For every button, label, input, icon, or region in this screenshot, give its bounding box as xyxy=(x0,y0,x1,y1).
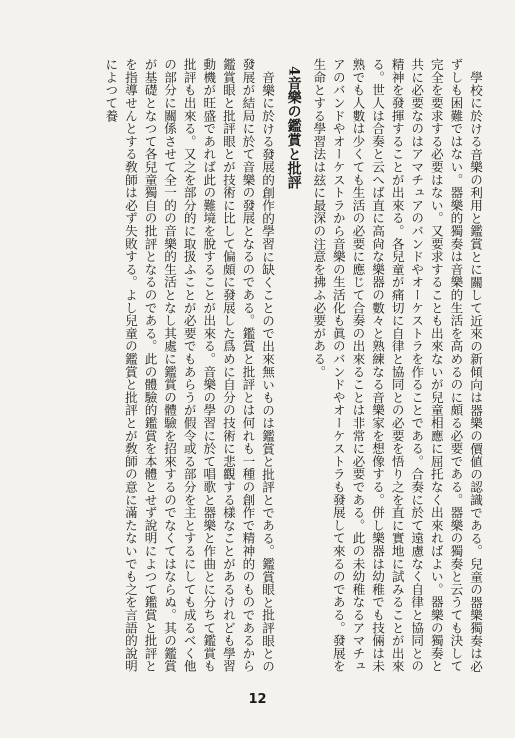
vertical-text-body xyxy=(28,58,485,682)
paragraph-instrumental-music: 學校に於ける音樂の利用と鑑賞とに關して近來の新傾向は器樂の價値の認識である。兒童の器樂獨奏は必ずしも困難ではない。器樂的獨奏は音樂的生活を高めるのに頗る必要である。器樂の獨奏と云うても決して完全を要求する必要はない。又要求することも出來ないが兒童相應に屈托なく出來ればよい。器樂の獨奏と共に必要なのはアマチュアのバンドやオーケストラを作ることである。合奏に於て遠慮なく自律と協同との精神を發揮することが出來る。各兒童が痛切に自律と協同との必要を悟り之を直に實地に試みることが出來る。世人は合奏と云へば直に高尙な樂器の數々と熟練なる音樂家を想像する。併し樂器は幼稚でも技倆は未熟でも人數は少くても生活の必要に應じて合奏の出來ることは非常に必要である。此の未幼稚なるアマチュアのバンドやオーケストラから音樂の生活化も眞のバンドやオーケストラも發展して來るのである。發展を生命とする學習法は玆に最深の注意を拂ふ必要がある。 xyxy=(311,58,483,673)
page-number: 12 xyxy=(248,692,267,707)
paragraph-appreciation-criticism: 音樂に於ける發展的創作的學習に缺くことので出來無いものは鑑賞と批評とである。鑑賞眼と批評眼との發展が結局に於て音樂の發展となるのである。鑑賞と批評とは何れも一種の創作で精神的のものであるから鑑賞眼と批評眼とが技術に比して偏頗に發展した爲めに自分の技術に悲觀する樣なことがあるけれども學習動機が旺盛であれば此の難境を脫することが出來る。音樂の學習に於て唱歌と器樂と作曲とに分ちて鑑賞も批評も出來る。又之を部分的に取扱ふことが必要でもあらうが假令或る部分を主とするにしても成るべく他の部分に關係させて全一的の音樂的生活となし其處に鑑賞の體驗を招來するのでなくてはならぬ。其の鑑賞が基礎となつて各兒童獨自の批評となるのである。此の體驗的鑑賞を本體とせず說明によつて鑑賞と批評とを指導せんとする敎師は必ず失敗する。よし兒童の鑑賞と批評とが敎師の意に滿たないでも之を言語的說明によつて養 xyxy=(103,58,276,673)
section-heading xyxy=(283,58,303,682)
section-number: 4 xyxy=(285,66,302,76)
section-title: 音樂の鑑賞と批評 xyxy=(285,75,302,190)
